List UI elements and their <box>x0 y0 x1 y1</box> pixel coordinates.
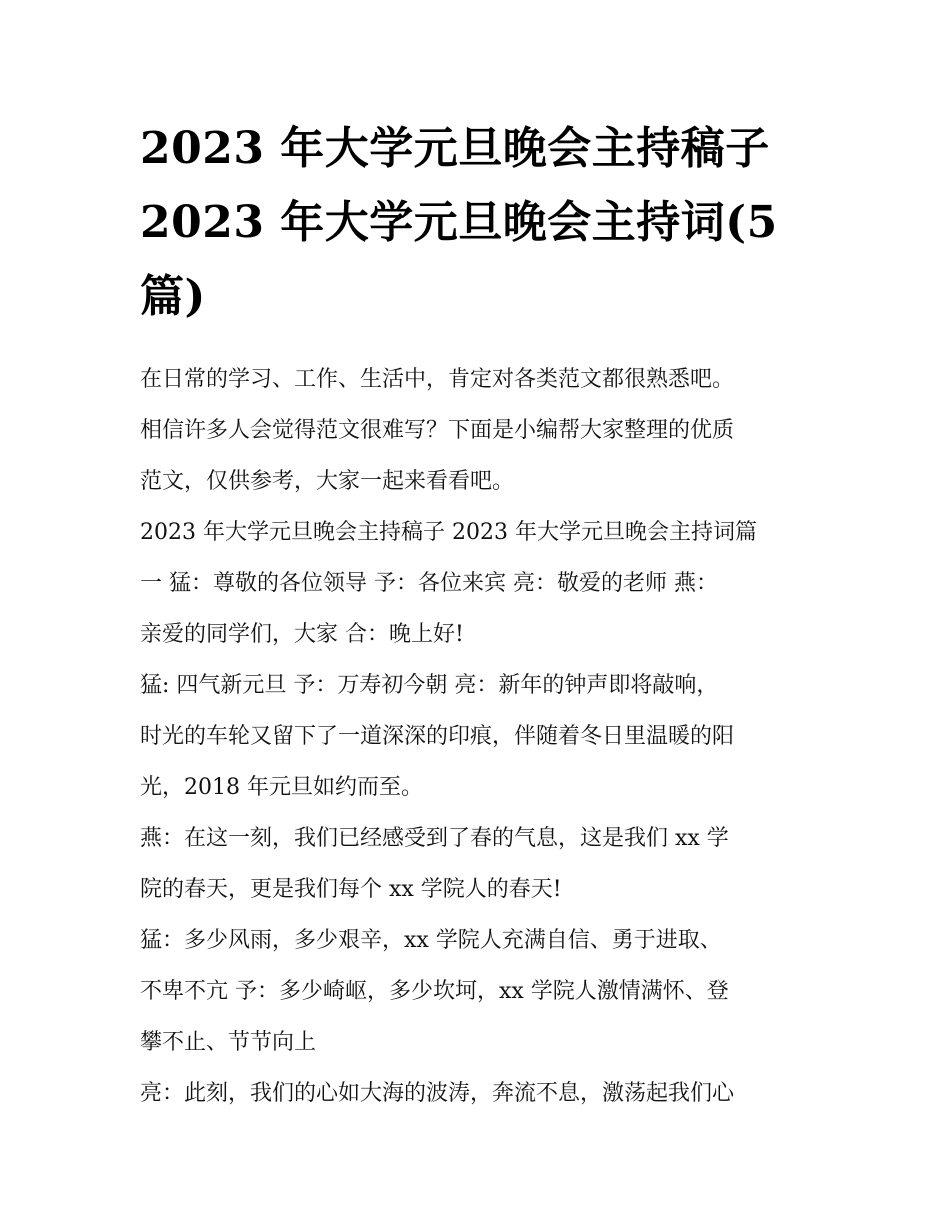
body-line: 2023 年大学元旦晚会主持稿子 2023 年大学元旦晚会主持词篇 <box>140 520 757 545</box>
document-title <box>140 112 820 334</box>
body-line: 猛: 四气新元旦 予：万寿初今朝 亮：新年的钟声即将敲响， <box>140 673 719 698</box>
body-line: 不卑不亢 予：多少崎岖，多少坎坷，xx 学院人激情满怀、登 <box>140 979 729 1004</box>
body-line: 在日常的学习、工作、生活中，肯定对各类范文都很熟悉吧。 <box>140 367 735 392</box>
body-line: 范文，仅供参考，大家一起来看看吧。 <box>140 469 515 494</box>
title-line: 篇) <box>140 271 206 322</box>
body-line: 亮：此刻，我们的心如大海的波涛，奔流不息，激荡起我们心 <box>140 1081 735 1106</box>
body-line: 燕：在这一刻，我们已经感受到了春的气息，这是我们 xx 学 <box>140 826 729 851</box>
title-line: 2023 年大学元旦晚会主持稿子 <box>140 123 770 174</box>
body-line: 猛：多少风雨，多少艰辛，xx 学院人充满自信、勇于进取、 <box>140 928 722 953</box>
document-page <box>140 112 820 1119</box>
title-line: 2023 年大学元旦晚会主持词(5 <box>140 197 778 248</box>
body-line: 一 猛：尊敬的各位领导 予：各位来宾 亮：敬爱的老师 燕： <box>140 571 718 596</box>
body-line: 攀不止、节节向上 <box>140 1030 317 1055</box>
body-line: 相信许多人会觉得范文很难写？下面是小编帮大家整理的优质 <box>140 418 735 443</box>
document-body <box>140 354 820 1119</box>
body-line: 光，2018 年元旦如约而至。 <box>140 775 423 800</box>
body-line: 院的春天，更是我们每个 xx 学院人的春天! <box>140 877 562 902</box>
body-line: 亲爱的同学们，大家 合：晚上好! <box>140 622 464 647</box>
body-line: 时光的车轮又留下了一道深深的印痕，伴随着冬日里温暖的阳 <box>140 724 735 749</box>
